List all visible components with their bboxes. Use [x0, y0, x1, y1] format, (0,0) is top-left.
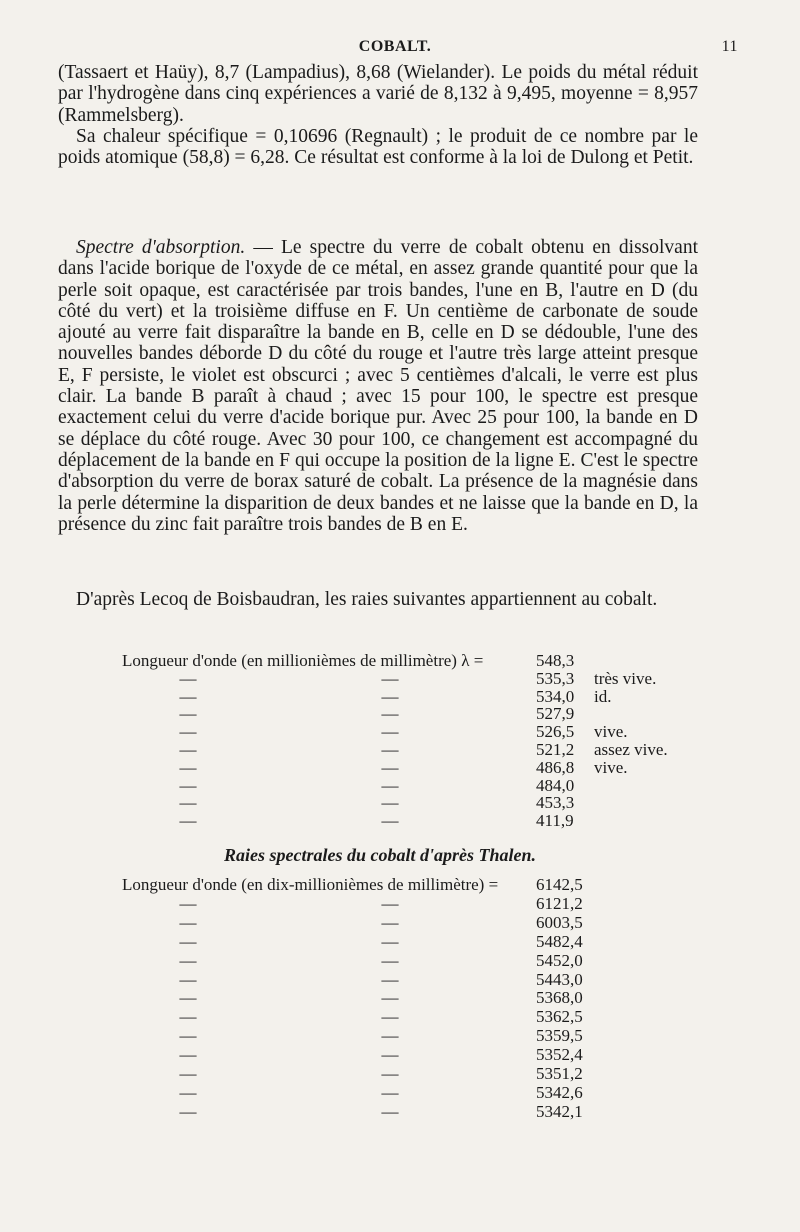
wavelength-value: 5443,0: [536, 969, 583, 989]
ditto-dash: —: [381, 775, 399, 795]
wavelength-value: 5359,5: [536, 1026, 583, 1046]
wavelength-value: 5482,4: [536, 931, 583, 951]
ditto-dash: —: [381, 893, 399, 913]
thalen-title: Raies spectrales du cobalt d'après Thalen.: [224, 845, 536, 865]
intro-block: [58, 62, 698, 168]
wavelength-value: 6003,5: [536, 912, 583, 932]
wavelength-value: 521,2: [536, 740, 575, 759]
ditto-dash: —: [381, 1026, 399, 1046]
ditto-dash: —: [381, 811, 399, 831]
wavelength-value: 534,0: [536, 686, 575, 706]
wavelength-value: 5362,5: [536, 1007, 583, 1027]
ditto-dash: —: [179, 969, 197, 989]
ditto-dash: —: [179, 775, 197, 795]
wavelength-value: 5342,6: [536, 1082, 583, 1102]
table-row: [0, 810, 800, 832]
page-number: 11: [721, 38, 738, 55]
wavelength-value: 486,8: [536, 757, 575, 777]
ditto-dash: —: [179, 931, 197, 951]
intensity-note: id.: [594, 686, 612, 706]
ditto-dash: —: [179, 1101, 197, 1121]
ditto-dash: —: [179, 1082, 197, 1102]
ditto-dash: —: [179, 811, 197, 831]
spectre-block: [58, 237, 698, 535]
ditto-dash: —: [381, 1082, 399, 1102]
row-label: Longueur d'onde (en millionièmes de millimètre) λ =: [122, 651, 484, 670]
ditto-dash: —: [381, 988, 399, 1008]
wavelength-value: 411,9: [536, 811, 574, 831]
ditto-dash: —: [179, 686, 197, 706]
ditto-dash: —: [381, 740, 399, 759]
wavelength-value: 5368,0: [536, 988, 583, 1008]
ditto-dash: —: [381, 912, 399, 932]
ditto-dash: —: [179, 988, 197, 1008]
ditto-dash: —: [381, 793, 399, 813]
ditto-dash: —: [381, 1045, 399, 1065]
ditto-dash: —: [179, 793, 197, 813]
ditto-dash: —: [381, 1064, 399, 1083]
ditto-dash: —: [179, 912, 197, 932]
wavelength-value: 535,3: [536, 668, 575, 688]
ditto-dash: —: [381, 931, 399, 951]
ditto-dash: —: [381, 950, 399, 970]
intensity-note: vive.: [594, 757, 628, 777]
ditto-dash: —: [381, 704, 399, 724]
ditto-dash: —: [179, 950, 197, 970]
ditto-dash: —: [179, 740, 197, 759]
ditto-dash: —: [381, 757, 399, 777]
wavelength-value: 526,5: [536, 722, 575, 742]
ditto-dash: —: [381, 722, 399, 742]
ditto-dash: —: [381, 969, 399, 989]
ditto-dash: —: [179, 1007, 197, 1027]
ditto-dash: —: [381, 1101, 399, 1121]
ditto-dash: —: [179, 668, 197, 688]
row-label: Longueur d'onde (en dix-millionièmes de millimètre) =: [122, 875, 499, 894]
wavelength-value: 484,0: [536, 775, 575, 795]
spectre-text: — Le spectre du verre de cobalt obtenu en dissolvant dans l'acide borique de l'oxyde de ce métal, en assez grande quantité pour que la perle soit opaque, est caractérisée par trois bandes, l'une en B, l'autre en D (du côté du vert) et la troisième diffuse en F. Un centième de carbonate de soude ajouté au verre fait disparaître la bande en B, celle en D se dédouble, l'une des nouvelles bandes déborde D du côté du rouge et l'autre très large atteint presque E, F persiste, le violet est obscurci ; avec 5 centièmes d'alcali, le verre est plus clair. La bande B paraît à chaud ; avec 15 pour 100, le spectre est presque exactement celui du verre d'acide borique pur. Avec 25 pour 100, la bande en D se déplace du côté rouge. Avec 30 pour 100, ce changement est accompagné du déplacement de la bande en F qui occupe la position de la ligne E. C'est le spectre d'absorption du verre de borax saturé de cobalt. La présence de la magnésie dans la perle détermine la disparition de deux bandes et ne laisse que la bande en D, la présence du zinc fait paraître trois bandes de B en E.: [58, 237, 698, 535]
intensity-note: vive.: [594, 722, 628, 742]
ditto-dash: —: [179, 722, 197, 742]
ditto-dash: —: [179, 1045, 197, 1065]
intro-paragraph-2: Sa chaleur spécifique = 0,10696 (Regnault) ; le produit de ce nombre par le poids atomique (58,8) = 6,28. Ce résultat est conforme à la loi de Dulong et Petit.: [58, 125, 698, 169]
wavelength-value: 6142,5: [536, 875, 583, 894]
intensity-note: assez vive.: [594, 740, 668, 759]
wavelength-value: 6121,2: [536, 893, 583, 913]
intensity-note: très vive.: [594, 668, 657, 688]
wavelength-value: 548,3: [536, 651, 575, 670]
wavelength-value: 5452,0: [536, 950, 583, 970]
ditto-dash: —: [179, 704, 197, 724]
wavelength-value: 5351,2: [536, 1064, 583, 1083]
ditto-dash: —: [381, 686, 399, 706]
lecoq-intro: D'après Lecoq de Boisbaudran, les raies suivantes appartiennent au cobalt.: [76, 589, 658, 610]
ditto-dash: —: [381, 668, 399, 688]
ditto-dash: —: [381, 1007, 399, 1027]
running-head: [60, 38, 738, 60]
wavelength-value: 5352,4: [536, 1045, 583, 1065]
spectre-paragraph: [58, 237, 698, 535]
wavelength-value: 5342,1: [536, 1101, 583, 1121]
table-row: [0, 1101, 800, 1123]
intro-paragraph-1: (Tassaert et Haüy), 8,7 (Lampadius), 8,68 (Wielander). Le poids du métal réduit par l'hydrogène dans cinq expériences a varié de 8,132 à 9,495, moyenne = 8,957 (Rammelsberg).: [58, 62, 698, 126]
ditto-dash: —: [179, 757, 197, 777]
wavelength-value: 453,3: [536, 793, 575, 813]
lecoq-block: [58, 589, 698, 610]
ditto-dash: —: [179, 893, 197, 913]
ditto-dash: —: [179, 1064, 197, 1083]
running-title: COBALT.: [358, 38, 432, 55]
wavelength-value: 527,9: [536, 704, 575, 724]
ditto-dash: —: [179, 1026, 197, 1046]
spectre-lead: Spectre d'absorption.: [76, 237, 246, 258]
